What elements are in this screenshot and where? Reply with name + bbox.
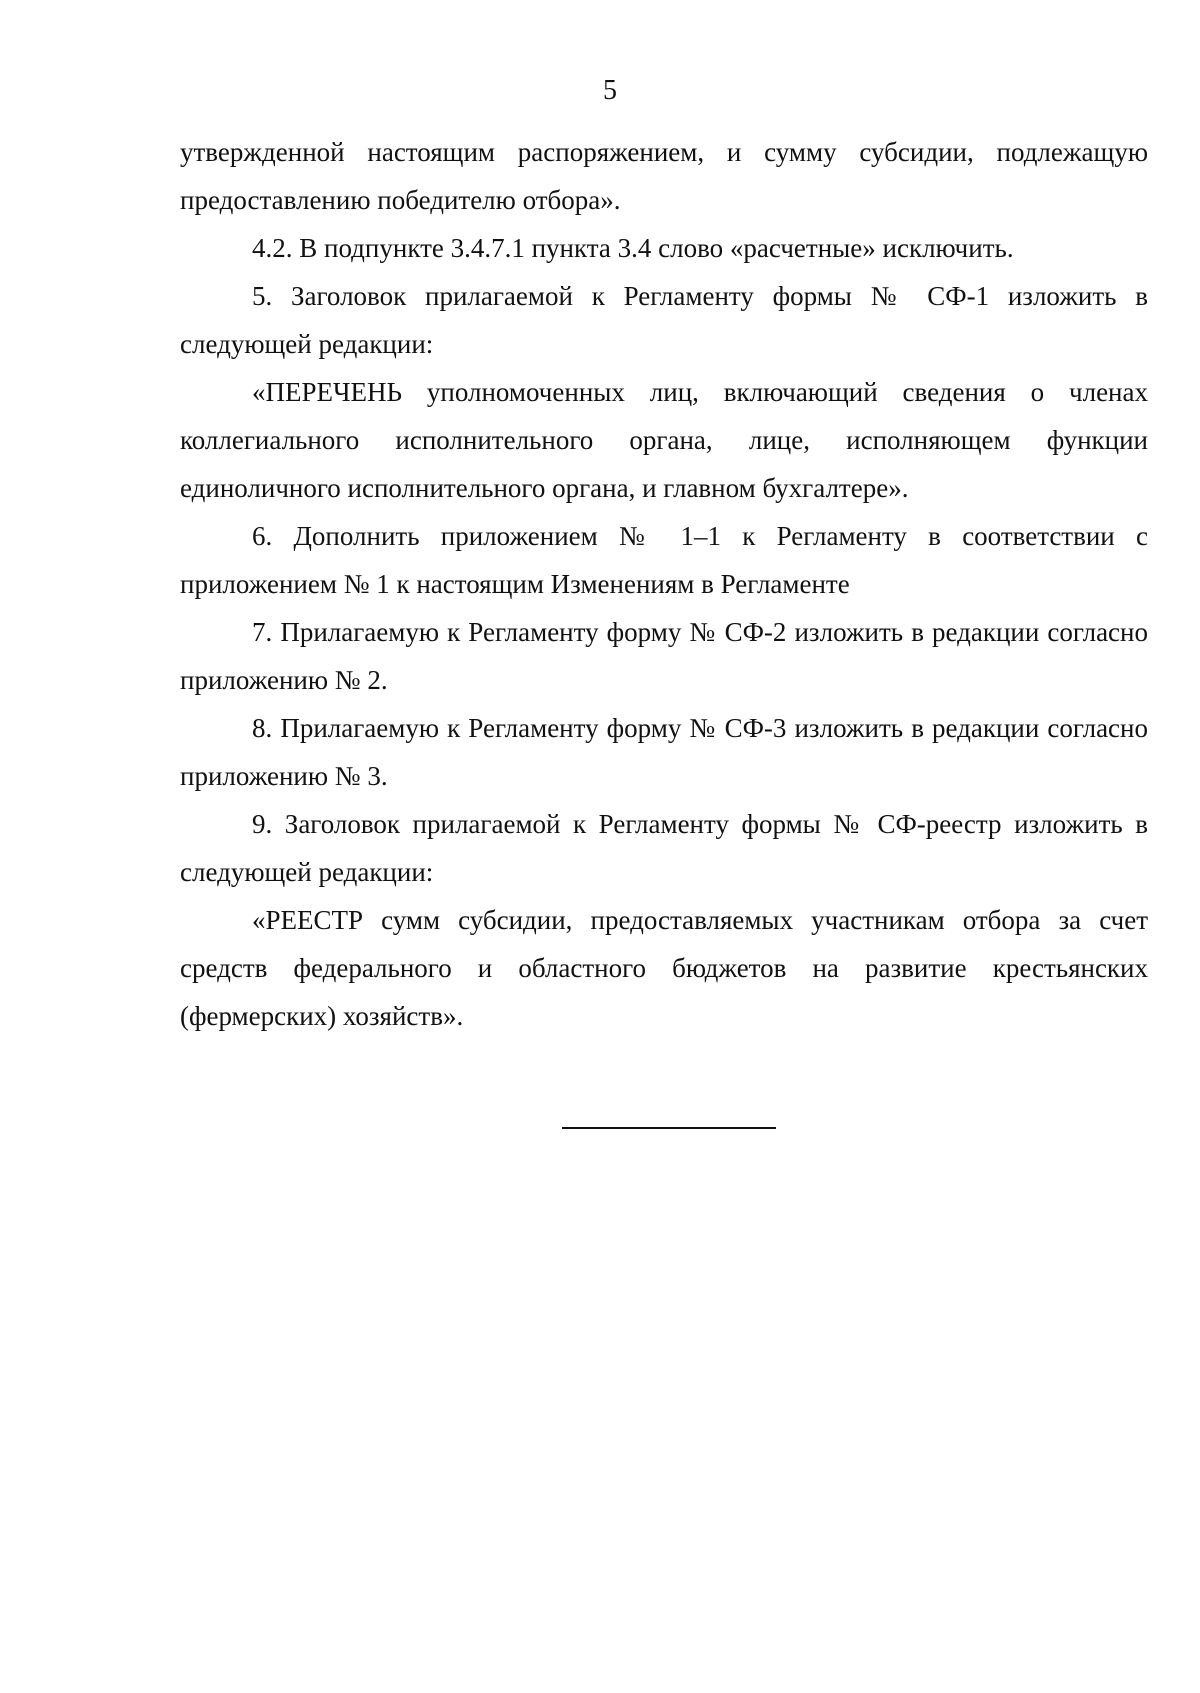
page-number: 5: [603, 75, 617, 106]
paragraph-5-quote: «ПЕРЕЧЕНЬ уполномоченных лиц, включающий сведения о членах коллегиального исполнительного органа, лице, исполняющем функции единоличного исполнительного органа, и главном бухгалтере».: [180, 377, 1148, 503]
paragraph-6: 6. Дополнить приложением № 1–1 к Регламенту в соответствии с приложением № 1 к настоящим Изменениям в Регламенте: [180, 521, 1148, 599]
paragraph-9-quote: «РЕЕСТР сумм субсидии, предоставляемых участникам отбора за счет средств федерального и областного бюджетов на развитие крестьянских (фермерских) хозяйств».: [180, 905, 1148, 1031]
document-body: [180, 128, 1148, 1040]
paragraph-continuation: утвержденной настоящим распоряжением, и сумму субсидии, подлежащую предоставлению победителю отбора».: [180, 137, 1148, 215]
paragraph-9: 9. Заголовок прилагаемой к Регламенту формы № СФ-реестр изложить в следующей редакции:: [180, 809, 1148, 887]
end-separator-line: [562, 1127, 776, 1129]
paragraph-7: 7. Прилагаемую к Регламенту форму № СФ-2 изложить в редакции согласно приложению № 2.: [180, 617, 1148, 695]
paragraph-8: 8. Прилагаемую к Регламенту форму № СФ-3 изложить в редакции согласно приложению № 3.: [180, 713, 1148, 791]
paragraph-4-2: 4.2. В подпункте 3.4.7.1 пункта 3.4 слово «расчетные» исключить.: [252, 233, 1014, 263]
paragraph-5: 5. Заголовок прилагаемой к Регламенту формы № СФ-1 изложить в следующей редакции:: [180, 281, 1148, 359]
